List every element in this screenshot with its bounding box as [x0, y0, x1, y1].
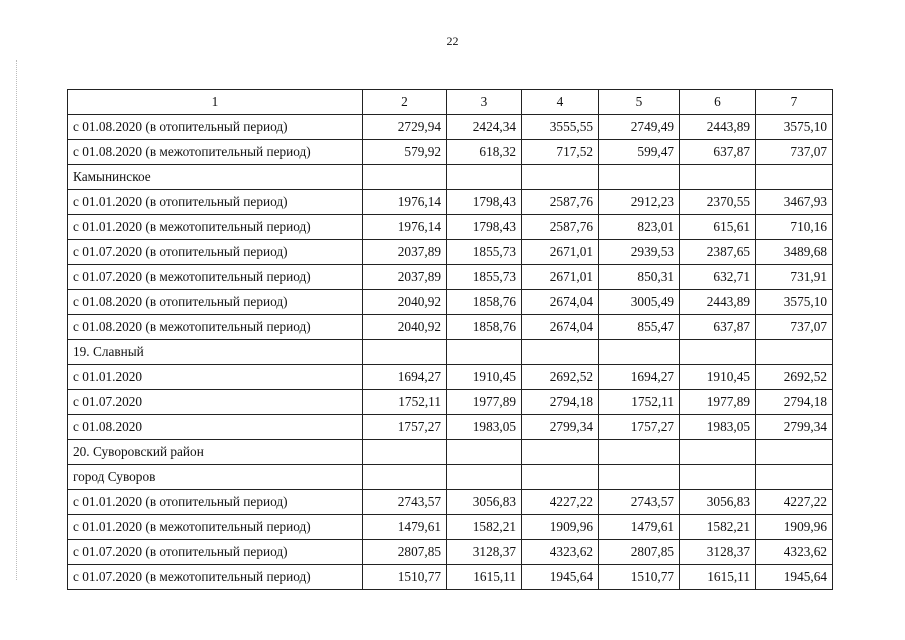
value-cell: 1976,14 — [363, 215, 447, 240]
value-cell — [363, 340, 447, 365]
value-cell — [447, 465, 522, 490]
column-header: 6 — [680, 90, 756, 115]
value-cell: 737,07 — [756, 315, 833, 340]
table-row — [68, 340, 833, 365]
table-row — [68, 115, 833, 140]
value-cell: 1752,11 — [599, 390, 680, 415]
value-cell: 2743,57 — [363, 490, 447, 515]
value-cell: 1582,21 — [680, 515, 756, 540]
value-cell: 1910,45 — [680, 365, 756, 390]
value-cell — [599, 465, 680, 490]
value-cell — [522, 465, 599, 490]
value-cell: 2040,92 — [363, 290, 447, 315]
value-cell: 3128,37 — [447, 540, 522, 565]
table-row — [68, 440, 833, 465]
value-cell: 2424,34 — [447, 115, 522, 140]
value-cell — [522, 440, 599, 465]
row-label-cell: 19. Славный — [68, 340, 363, 365]
table-row — [68, 240, 833, 265]
value-cell: 2807,85 — [599, 540, 680, 565]
value-cell: 618,32 — [447, 140, 522, 165]
row-label-cell: с 01.01.2020 (в отопительный период) — [68, 490, 363, 515]
table-row — [68, 140, 833, 165]
value-cell: 1798,43 — [447, 215, 522, 240]
value-cell — [522, 340, 599, 365]
value-cell: 2729,94 — [363, 115, 447, 140]
value-cell: 2692,52 — [522, 365, 599, 390]
value-cell: 1694,27 — [599, 365, 680, 390]
value-cell — [680, 465, 756, 490]
value-cell — [680, 440, 756, 465]
value-cell: 2799,34 — [756, 415, 833, 440]
value-cell: 823,01 — [599, 215, 680, 240]
value-cell: 1510,77 — [363, 565, 447, 590]
tariff-table — [67, 89, 833, 590]
value-cell: 2040,92 — [363, 315, 447, 340]
value-cell: 1909,96 — [522, 515, 599, 540]
value-cell: 579,92 — [363, 140, 447, 165]
value-cell: 2587,76 — [522, 190, 599, 215]
scan-margin-marks — [16, 60, 19, 580]
value-cell — [447, 165, 522, 190]
page-number: 22 — [446, 34, 459, 48]
table-row — [68, 540, 833, 565]
row-label-cell: Камынинское — [68, 165, 363, 190]
value-cell: 1694,27 — [363, 365, 447, 390]
value-cell: 1582,21 — [447, 515, 522, 540]
value-cell: 4323,62 — [756, 540, 833, 565]
value-cell — [599, 340, 680, 365]
value-cell: 1757,27 — [599, 415, 680, 440]
value-cell: 1479,61 — [599, 515, 680, 540]
value-cell: 710,16 — [756, 215, 833, 240]
table-row — [68, 265, 833, 290]
value-cell — [599, 440, 680, 465]
value-cell: 1858,76 — [447, 315, 522, 340]
value-cell: 2387,65 — [680, 240, 756, 265]
value-cell: 2443,89 — [680, 290, 756, 315]
value-cell: 2674,04 — [522, 290, 599, 315]
value-cell: 3056,83 — [447, 490, 522, 515]
value-cell: 1909,96 — [756, 515, 833, 540]
value-cell: 4323,62 — [522, 540, 599, 565]
value-cell: 2749,49 — [599, 115, 680, 140]
value-cell: 2692,52 — [756, 365, 833, 390]
value-cell: 2443,89 — [680, 115, 756, 140]
value-cell: 1752,11 — [363, 390, 447, 415]
row-label-cell: с 01.07.2020 — [68, 390, 363, 415]
column-header: 2 — [363, 90, 447, 115]
value-cell: 2671,01 — [522, 240, 599, 265]
value-cell: 599,47 — [599, 140, 680, 165]
value-cell — [363, 440, 447, 465]
column-header: 5 — [599, 90, 680, 115]
value-cell: 3575,10 — [756, 115, 833, 140]
value-cell: 1855,73 — [447, 265, 522, 290]
value-cell: 3489,68 — [756, 240, 833, 265]
value-cell: 637,87 — [680, 315, 756, 340]
value-cell: 1615,11 — [447, 565, 522, 590]
table-row — [68, 465, 833, 490]
row-label-cell: 20. Суворовский район — [68, 440, 363, 465]
value-cell: 1910,45 — [447, 365, 522, 390]
table-row — [68, 315, 833, 340]
value-cell: 731,91 — [756, 265, 833, 290]
value-cell — [447, 340, 522, 365]
row-label-cell: с 01.08.2020 (в отопительный период) — [68, 290, 363, 315]
row-label-cell: с 01.08.2020 (в межотопительный период) — [68, 315, 363, 340]
table-row — [68, 415, 833, 440]
value-cell: 632,71 — [680, 265, 756, 290]
value-cell: 1976,14 — [363, 190, 447, 215]
value-cell: 3056,83 — [680, 490, 756, 515]
value-cell: 1858,76 — [447, 290, 522, 315]
table-row — [68, 215, 833, 240]
value-cell: 2674,04 — [522, 315, 599, 340]
row-label-cell: с 01.08.2020 (в отопительный период) — [68, 115, 363, 140]
value-cell: 4227,22 — [522, 490, 599, 515]
row-label-cell: с 01.01.2020 (в отопительный период) — [68, 190, 363, 215]
value-cell: 2037,89 — [363, 240, 447, 265]
value-cell — [447, 440, 522, 465]
row-label-cell: с 01.07.2020 (в отопительный период) — [68, 240, 363, 265]
value-cell: 2799,34 — [522, 415, 599, 440]
row-label-cell: город Суворов — [68, 465, 363, 490]
value-cell: 1479,61 — [363, 515, 447, 540]
value-cell: 2794,18 — [522, 390, 599, 415]
row-label-cell: с 01.07.2020 (в межотопительный период) — [68, 265, 363, 290]
row-label-cell: с 01.07.2020 (в межотопительный период) — [68, 565, 363, 590]
value-cell: 2807,85 — [363, 540, 447, 565]
value-cell — [522, 165, 599, 190]
value-cell: 3467,93 — [756, 190, 833, 215]
column-header: 4 — [522, 90, 599, 115]
table-row — [68, 390, 833, 415]
value-cell: 1855,73 — [447, 240, 522, 265]
value-cell — [756, 165, 833, 190]
value-cell: 855,47 — [599, 315, 680, 340]
value-cell: 1945,64 — [756, 565, 833, 590]
value-cell: 3575,10 — [756, 290, 833, 315]
value-cell: 2912,23 — [599, 190, 680, 215]
row-label-cell: с 01.08.2020 (в межотопительный период) — [68, 140, 363, 165]
value-cell: 1977,89 — [680, 390, 756, 415]
table-row — [68, 490, 833, 515]
value-cell: 2037,89 — [363, 265, 447, 290]
value-cell: 1977,89 — [447, 390, 522, 415]
row-label-cell: с 01.01.2020 (в межотопительный период) — [68, 515, 363, 540]
value-cell: 717,52 — [522, 140, 599, 165]
column-header: 3 — [447, 90, 522, 115]
row-label-cell: с 01.08.2020 — [68, 415, 363, 440]
value-cell: 3555,55 — [522, 115, 599, 140]
value-cell: 2370,55 — [680, 190, 756, 215]
value-cell: 1983,05 — [447, 415, 522, 440]
table-row — [68, 515, 833, 540]
table-row — [68, 365, 833, 390]
column-header: 1 — [68, 90, 363, 115]
table-row — [68, 565, 833, 590]
value-cell — [680, 165, 756, 190]
value-cell — [599, 165, 680, 190]
table-row — [68, 165, 833, 190]
table-row — [68, 190, 833, 215]
value-cell: 1615,11 — [680, 565, 756, 590]
value-cell: 737,07 — [756, 140, 833, 165]
value-cell — [756, 465, 833, 490]
table-header-row — [68, 90, 833, 115]
row-label-cell: с 01.07.2020 (в отопительный период) — [68, 540, 363, 565]
value-cell: 2939,53 — [599, 240, 680, 265]
table-row — [68, 290, 833, 315]
value-cell: 1510,77 — [599, 565, 680, 590]
value-cell: 2671,01 — [522, 265, 599, 290]
value-cell — [680, 340, 756, 365]
value-cell — [756, 440, 833, 465]
value-cell: 1757,27 — [363, 415, 447, 440]
value-cell: 1983,05 — [680, 415, 756, 440]
value-cell: 4227,22 — [756, 490, 833, 515]
value-cell: 2587,76 — [522, 215, 599, 240]
column-header: 7 — [756, 90, 833, 115]
value-cell: 2743,57 — [599, 490, 680, 515]
value-cell — [756, 340, 833, 365]
value-cell — [363, 465, 447, 490]
table-body — [68, 115, 833, 590]
row-label-cell: с 01.01.2020 (в межотопительный период) — [68, 215, 363, 240]
value-cell: 637,87 — [680, 140, 756, 165]
value-cell: 2794,18 — [756, 390, 833, 415]
value-cell — [363, 165, 447, 190]
value-cell: 1945,64 — [522, 565, 599, 590]
value-cell: 1798,43 — [447, 190, 522, 215]
value-cell: 3128,37 — [680, 540, 756, 565]
value-cell: 3005,49 — [599, 290, 680, 315]
value-cell: 615,61 — [680, 215, 756, 240]
value-cell: 850,31 — [599, 265, 680, 290]
row-label-cell: с 01.01.2020 — [68, 365, 363, 390]
